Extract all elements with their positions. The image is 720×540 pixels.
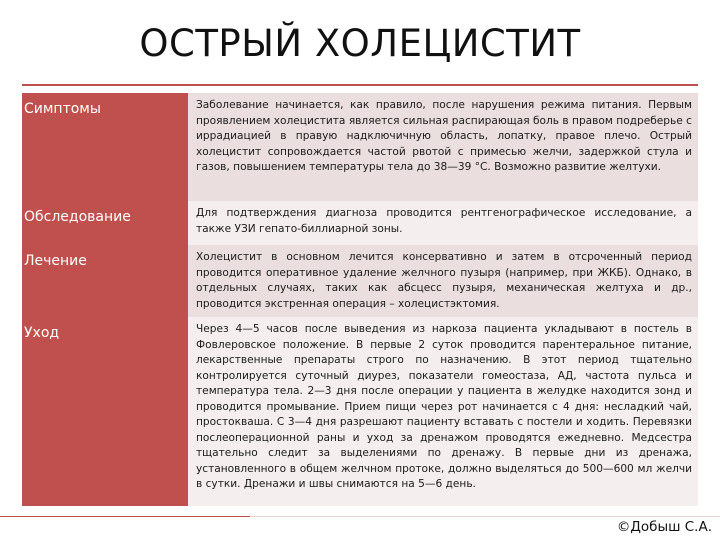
row-text: Через 4—5 часов после выведения из наркоза пациента укладывают в постель в Фовлеровское положение. В первые 2 суток проводится парентеральное питание, лекарственные препараты строго по назначению. В этот период тщательно контролируется суточный диурез, показатели гомеостаза, АД, частота пульса и температура тела. 2—3 дня после операции у пациента в желудке находится зонд и проводится промывание. Прием пищи через рот начинается с 4 дня: несладкий чай, простокваша. С 3—4 дня разрешают пациенту вставать с постели и ходить. Перевязки послеоперационной раны и уход за дренажом проводятся ежедневно. Медсестра тщательно следит за выделениями по дренажу. В первые дни из дренажа, установленного в общем желчном протоке, должно выделяться до 500—600 мл желчи в сутки. Дренажи и швы снимаются на 5—6 день. [188, 317, 698, 506]
row-label: Обследование [22, 201, 188, 245]
row-label: Уход [22, 317, 188, 506]
table-row-care [22, 317, 698, 506]
row-text: Холецистит в основном лечится консервативно и затем в отсроченный период проводится оперативное удаление желчного пузыря (например, при ЖКБ). Однако, в отдельных случаях, таких как абсцесс пузыря, механическая желтуха и др., проводится экстренная операция – холецистэктомия. [188, 245, 698, 317]
author-credit: ©Добыш С.А. [616, 519, 712, 535]
table-row-treatment [22, 245, 698, 317]
row-label: Лечение [22, 245, 188, 317]
row-text: Для подтверждения диагноза проводится рентгенографическое исследование, а также УЗИ гепато-биллиарной зоны. [188, 201, 698, 245]
row-text: Заболевание начинается, как правило, после нарушения режима питания. Первым проявлением холецистита является сильная распирающая боль в правом подреберье с иррадиацией в правую надключичную область, лопатку, правое плечо. Острый холецистит сопровождается частой рвотой с примесью желчи, задержкой стула и газов, повышением температуры тела до 38—39 °С. Возможно развитие желтухи. [188, 93, 698, 201]
info-table [22, 93, 698, 506]
title-divider [22, 84, 698, 86]
page-title: ОСТРЫЙ ХОЛЕЦИСТИТ [139, 22, 581, 65]
row-label: Симптомы [22, 93, 188, 201]
footer-divider-light [250, 516, 720, 517]
table-row-examination [22, 201, 698, 245]
table-row-symptoms [22, 93, 698, 201]
